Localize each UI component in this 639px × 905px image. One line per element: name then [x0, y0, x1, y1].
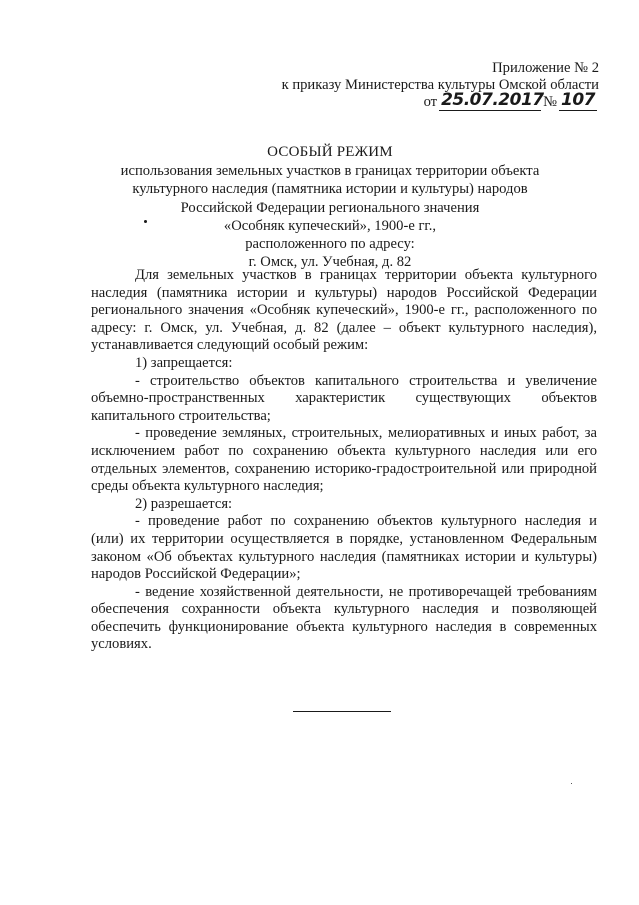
item2-heading: 2) разрешается:	[135, 495, 233, 512]
handwritten-number: 107	[561, 90, 595, 110]
appendix-label: Приложение № 2	[492, 60, 599, 76]
handwritten-date: 25.07.2017	[441, 90, 544, 110]
item1-clause-b: - проведение земляных, строительных, мелиоративных и иных работ, за исключением работ по сохранению объекта культурного наследия или его отдельных элементов, сохранению историко-градостроительной или природной среды объекта культурного наследия;	[91, 425, 597, 495]
order-reference: к приказу Министерства культуры Омской области	[281, 77, 599, 93]
item2-clause-a: - проведение работ по сохранению объектов культурного наследия и (или) их территории осуществляется в порядке, установленном Федеральным законом «Об объектах культурного наследия (памятниках истории и культуры) народов Российской Федерации»;	[91, 513, 597, 583]
document-title-block	[60, 143, 600, 271]
document-body	[91, 267, 597, 654]
margin-dot-mark	[144, 220, 147, 223]
number-sign: №	[543, 94, 557, 110]
item1-clause-a: - строительство объектов капитального строительства и увеличение объемно-пространственных характеристик существующих объектов капитального строительства;	[91, 372, 597, 424]
date-prefix: от	[423, 94, 438, 110]
title-line: культурного наследия (памятника истории и культуры) народов	[132, 181, 528, 198]
title-line: расположенного по адресу:	[245, 236, 415, 253]
title-line: Российской Федерации регионального значения	[180, 199, 480, 216]
title-line: использования земельных участков в границах территории объекта	[120, 163, 540, 180]
title-line: «Особняк купеческий», 1900-е гг.,	[223, 217, 437, 234]
item1-heading: 1) запрещается:	[135, 354, 233, 371]
closing-divider	[293, 711, 391, 712]
item2-clause-b: - ведение хозяйственной деятельности, не противоречащей требованиям обеспечения сохранности объекта культурного наследия и позволяющей обеспечить функционирование объекта культурного наследия в современных условиях.	[91, 583, 597, 653]
title-line: г. Омск, ул. Учебная, д. 82	[248, 254, 412, 271]
scan-speck	[571, 783, 572, 784]
intro-paragraph: Для земельных участков в границах территории объекта культурного наследия (памятника истории и культуры) народов Российской Федерации регионального значения «Особняк купеческий», 1900-е гг., расположенного по адресу: г. Омск, ул. Учебная, д. 82 (далее – объект культурного наследия), устанавливается следующий особый режим:	[91, 267, 597, 354]
order-date-number	[424, 90, 597, 111]
document-title: ОСОБЫЙ РЕЖИМ	[267, 144, 393, 160]
